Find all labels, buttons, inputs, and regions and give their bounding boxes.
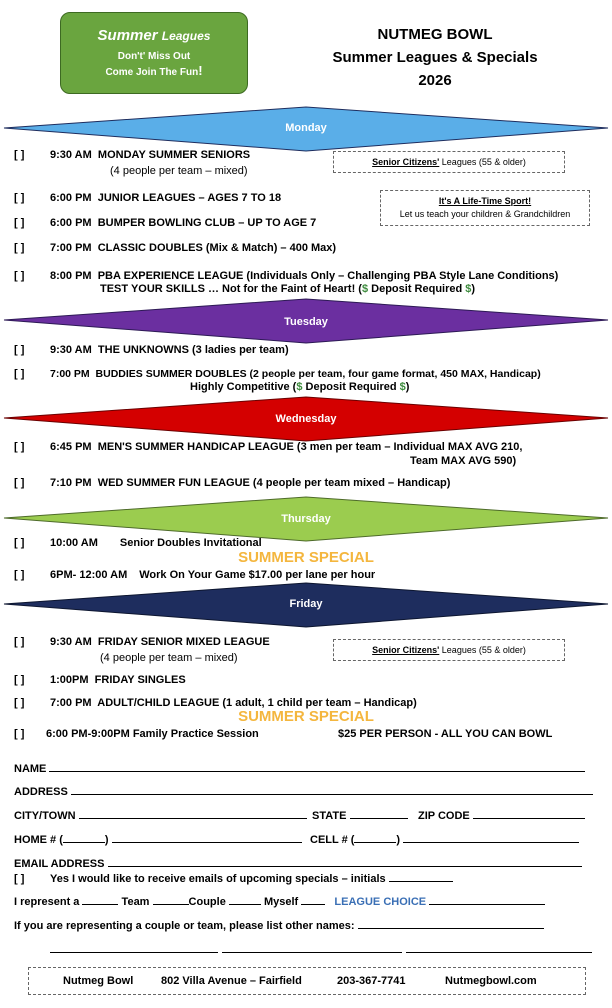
monday-league-1 [50, 149, 250, 161]
name-line-1[interactable] [50, 952, 218, 953]
field-label: STATE [312, 810, 347, 822]
promo-box [60, 12, 248, 94]
thursday-special-1 [50, 569, 375, 581]
league-name: PBA EXPERIENCE LEAGUE (Individuals Only – Challenging PBA Style Lane Conditions) [97, 270, 559, 282]
monday-league-5-sub [100, 283, 475, 295]
checkbox[interactable]: [ ] [14, 149, 25, 161]
checkbox[interactable]: [ ] [14, 537, 25, 549]
field-label: Couple [188, 896, 226, 908]
lifetime-note-title: It's A Life-Time Sport! [438, 196, 532, 206]
time: 7:00 PM [50, 697, 92, 709]
league-name: WED SUMMER FUN LEAGUE (4 people per team mixed – Handicap) [97, 477, 451, 489]
lifetime-note-text: Let us teach your children & Grandchildren [399, 209, 571, 219]
time: 9:30 AM [50, 344, 92, 356]
league-name: Work On Your Game $17.00 per lane per hour [139, 569, 376, 581]
friday-special-1 [46, 728, 259, 740]
league-name: MEN'S SUMMER HANDICAP LEAGUE (3 men per team – Individual MAX AVG 210, [97, 441, 523, 453]
thursday-label: Thursday [281, 513, 331, 525]
friday-league-1 [50, 636, 270, 648]
checkbox[interactable]: [ ] [14, 569, 25, 581]
promo-line3-text: Come Join The Fun [105, 67, 199, 78]
time: 6:00 PM [50, 217, 92, 229]
friday-league-2 [50, 674, 186, 686]
promo-line3 [61, 64, 247, 80]
field-label: If you are representing a couple or team, please list other names: [14, 920, 355, 932]
wednesday-label: Wednesday [275, 413, 337, 425]
promo-line3-exclaim: ! [198, 63, 203, 78]
wednesday-league-1 [50, 441, 522, 453]
time: 7:00 PM [50, 242, 92, 254]
field-label: ADDRESS [14, 786, 68, 798]
sub-text: Highly Competitive ( [190, 381, 297, 393]
league-name: CLASSIC DOUBLES (Mix & Match) – 400 Max) [97, 242, 337, 254]
seniors-note-bold: Senior Citizens' [372, 645, 440, 655]
seniors-note-bold: Senior Citizens' [372, 157, 440, 167]
footer-phone[interactable]: 203-367-7741 [337, 975, 406, 987]
league-name: JUNIOR LEAGUES – AGES 7 TO 18 [97, 192, 282, 204]
promo-leagues: Leagues [161, 29, 211, 43]
tuesday-league-2-sub [190, 381, 409, 393]
dollar-sign: $ [399, 381, 406, 393]
city-field[interactable] [14, 810, 307, 822]
home-phone-field[interactable] [14, 834, 302, 846]
field-label: CELL # ( [310, 834, 355, 846]
wednesday-league-1-sub: Team MAX AVG 590) [410, 455, 517, 467]
time: 7:10 PM [50, 477, 92, 489]
sub-text: Deposit Required [368, 283, 466, 295]
league-name: THE UNKNOWNS (3 ladies per team) [97, 344, 289, 356]
checkbox[interactable]: [ ] [14, 192, 25, 204]
promo-headline [61, 27, 247, 44]
checkbox[interactable]: [ ] [14, 636, 25, 648]
friday-special-price: $25 PER PERSON - ALL YOU CAN BOWL [338, 728, 553, 740]
time: 6:00 PM-9:00PM [46, 728, 130, 740]
thursday-league-1 [50, 537, 262, 549]
footer-website[interactable]: Nutmegbowl.com [445, 975, 537, 987]
seniors-note-text: Leagues (55 & older) [439, 157, 526, 167]
time: 8:00 PM [50, 270, 92, 282]
field-label: ) [396, 834, 401, 846]
sub-text: Deposit Required [302, 381, 400, 393]
sub-text: TEST YOUR SKILLS … Not for the Faint of Heart! ( [100, 283, 362, 295]
header-subtitle: Summer Leagues & Specials [332, 49, 538, 66]
monday-label: Monday [285, 122, 327, 134]
time: 10:00 AM [50, 537, 98, 549]
represent-field[interactable] [14, 896, 545, 908]
tuesday-league-2 [50, 368, 541, 380]
league-name: FRIDAY SENIOR MIXED LEAGUE [97, 636, 270, 648]
lifetime-note [380, 190, 590, 226]
time: 7:00 PM [50, 368, 90, 380]
promo-line2: Don't' Miss Out [117, 51, 191, 62]
seniors-note-text: Leagues (55 & older) [439, 645, 526, 655]
sub-text: ) [405, 381, 410, 393]
field-label: HOME # ( [14, 834, 63, 846]
field-label: ZIP CODE [418, 810, 470, 822]
other-names-field[interactable] [14, 920, 544, 932]
monday-league-4 [50, 242, 336, 254]
checkbox[interactable]: [ ] [14, 270, 25, 282]
optin-field[interactable] [50, 873, 453, 885]
league-name: FRIDAY SINGLES [94, 674, 186, 686]
dollar-sign: $ [465, 283, 472, 295]
monday-league-3 [50, 217, 316, 229]
checkbox[interactable]: [ ] [14, 697, 25, 709]
time: 6:45 PM [50, 441, 92, 453]
name-line-3[interactable] [406, 952, 592, 953]
name-line-2[interactable] [222, 952, 402, 953]
checkbox[interactable]: [ ] [14, 477, 25, 489]
tuesday-league-1 [50, 344, 289, 356]
dollar-sign: $ [296, 381, 303, 393]
footer-address: 802 Villa Avenue – Fairfield [161, 975, 302, 987]
checkbox[interactable]: [ ] [14, 728, 25, 740]
league-name: Senior Doubles Invitational [119, 537, 262, 549]
checkbox[interactable]: [ ] [14, 242, 25, 254]
header-title: NUTMEG BOWL [377, 26, 493, 43]
league-choice-label: LEAGUE CHOICE [334, 896, 427, 908]
seniors-note-friday [333, 639, 565, 661]
field-label: Team [121, 896, 150, 908]
field-label: NAME [14, 763, 47, 775]
email-field[interactable] [14, 858, 582, 870]
footer [28, 967, 586, 995]
summer-special-thursday: SUMMER SPECIAL [238, 549, 374, 566]
league-name: MONDAY SUMMER SENIORS [97, 149, 251, 161]
time: 9:30 AM [50, 149, 92, 161]
footer-name: Nutmeg Bowl [63, 975, 134, 987]
league-name: BUMPER BOWLING CLUB – UP TO AGE 7 [97, 217, 317, 229]
field-label: Myself [263, 896, 299, 908]
state-field[interactable] [312, 810, 408, 822]
monday-league-5 [50, 270, 558, 282]
field-label: Yes I would like to receive emails of upcoming specials – initials [50, 873, 386, 885]
checkbox[interactable]: [ ] [14, 368, 25, 380]
tuesday-label: Tuesday [284, 316, 328, 328]
checkbox[interactable]: [ ] [14, 873, 25, 885]
field-label: EMAIL ADDRESS [14, 858, 105, 870]
time: 6:00 PM [50, 192, 92, 204]
name-field[interactable] [14, 763, 588, 775]
seniors-note [333, 151, 565, 173]
field-label: I represent a [14, 896, 80, 908]
cell-phone-field[interactable] [310, 834, 579, 846]
address-field[interactable] [14, 786, 594, 798]
wednesday-league-2 [50, 477, 450, 489]
monday-league-2 [50, 192, 281, 204]
summer-special-friday: SUMMER SPECIAL [238, 708, 374, 725]
promo-summer: Summer [97, 27, 158, 44]
dollar-sign: $ [361, 283, 369, 295]
checkbox[interactable]: [ ] [14, 217, 25, 229]
league-name: ADULT/CHILD LEAGUE (1 adult, 1 child per team – Handicap) [97, 697, 417, 709]
friday-label: Friday [289, 598, 323, 610]
time: 6PM- 12:00 AM [50, 569, 128, 581]
sub-text: ) [471, 283, 476, 295]
header-year: 2026 [418, 72, 452, 89]
time: 9:30 AM [50, 636, 92, 648]
field-label: ) [104, 834, 109, 846]
checkbox[interactable]: [ ] [14, 674, 25, 686]
monday-league-1-sub: (4 people per team – mixed) [110, 165, 248, 177]
checkbox[interactable]: [ ] [14, 344, 25, 356]
zip-field[interactable] [418, 810, 585, 822]
time: 1:00PM [50, 674, 89, 686]
friday-league-1-sub: (4 people per team – mixed) [100, 652, 238, 664]
field-label: CITY/TOWN [14, 810, 76, 822]
checkbox[interactable]: [ ] [14, 441, 25, 453]
league-name: Family Practice Session [132, 728, 259, 740]
league-name: BUDDIES SUMMER DOUBLES (2 people per team, four game format, 450 MAX, Handicap) [95, 368, 541, 380]
